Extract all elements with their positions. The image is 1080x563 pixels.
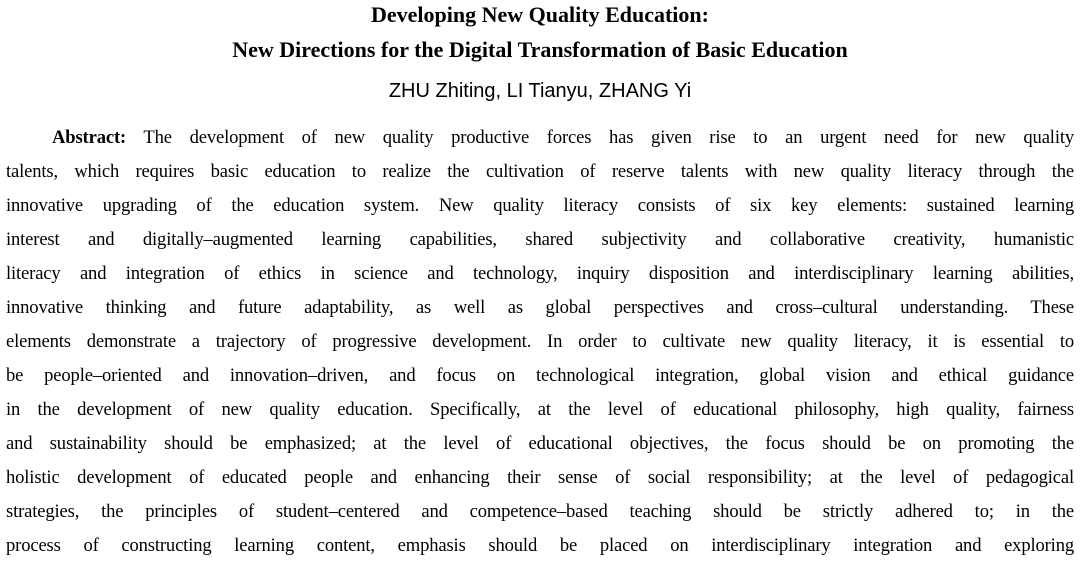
abstract-line: and sustainability should be emphasized; at the level of educational objectives, the focus should be on promoting the (6, 433, 1074, 454)
abstract-line: be people–oriented and innovation–driven, and focus on technological integration, global vision and ethical guidance (6, 365, 1074, 386)
abstract-line-text: The development of new quality productive forces has given rise to an urgent need for new quality (126, 127, 1074, 148)
abstract-line: elements demonstrate a trajectory of progressive development. In order to cultivate new quality literacy, it is essential to (6, 331, 1074, 352)
abstract-line: interest and digitally–augmented learning capabilities, shared subjectivity and collaborative creativity, humanistic (6, 229, 1074, 250)
abstract-line: strategies, the principles of student–centered and competence–based teaching should be strictly adhered to; in the (6, 501, 1074, 522)
abstract-line: in the development of new quality education. Specifically, at the level of educational philosophy, high quality, fairness (6, 399, 1074, 420)
abstract-label: Abstract: (52, 127, 127, 148)
abstract-line: talents, which requires basic education to realize the cultivation of reserve talents with new quality literacy through the (6, 161, 1074, 182)
abstract-line: process of constructing learning content, emphasis should be placed on interdisciplinary integration and exploring (6, 535, 1074, 556)
abstract-paragraph (6, 121, 1074, 563)
paper-authors: ZHU Zhiting, LI Tianyu, ZHANG Yi (388, 80, 692, 102)
abstract-line: literacy and integration of ethics in science and technology, inquiry disposition and interdisciplinary learning abilities, (6, 263, 1074, 284)
abstract-line: holistic development of educated people and enhancing their sense of social responsibility; at the level of pedagogical (6, 467, 1074, 488)
abstract-line: innovative thinking and future adaptability, as well as global perspectives and cross–cultural understanding. These (6, 297, 1074, 318)
paper-title-line-1: Developing New Quality Education: (371, 2, 709, 27)
abstract-line: innovative upgrading of the education system. New quality literacy consists of six key elements: sustained learning (6, 195, 1074, 216)
abstract-line (6, 121, 1074, 155)
paper-title-line-2: New Directions for the Digital Transformation of Basic Education (232, 37, 848, 62)
